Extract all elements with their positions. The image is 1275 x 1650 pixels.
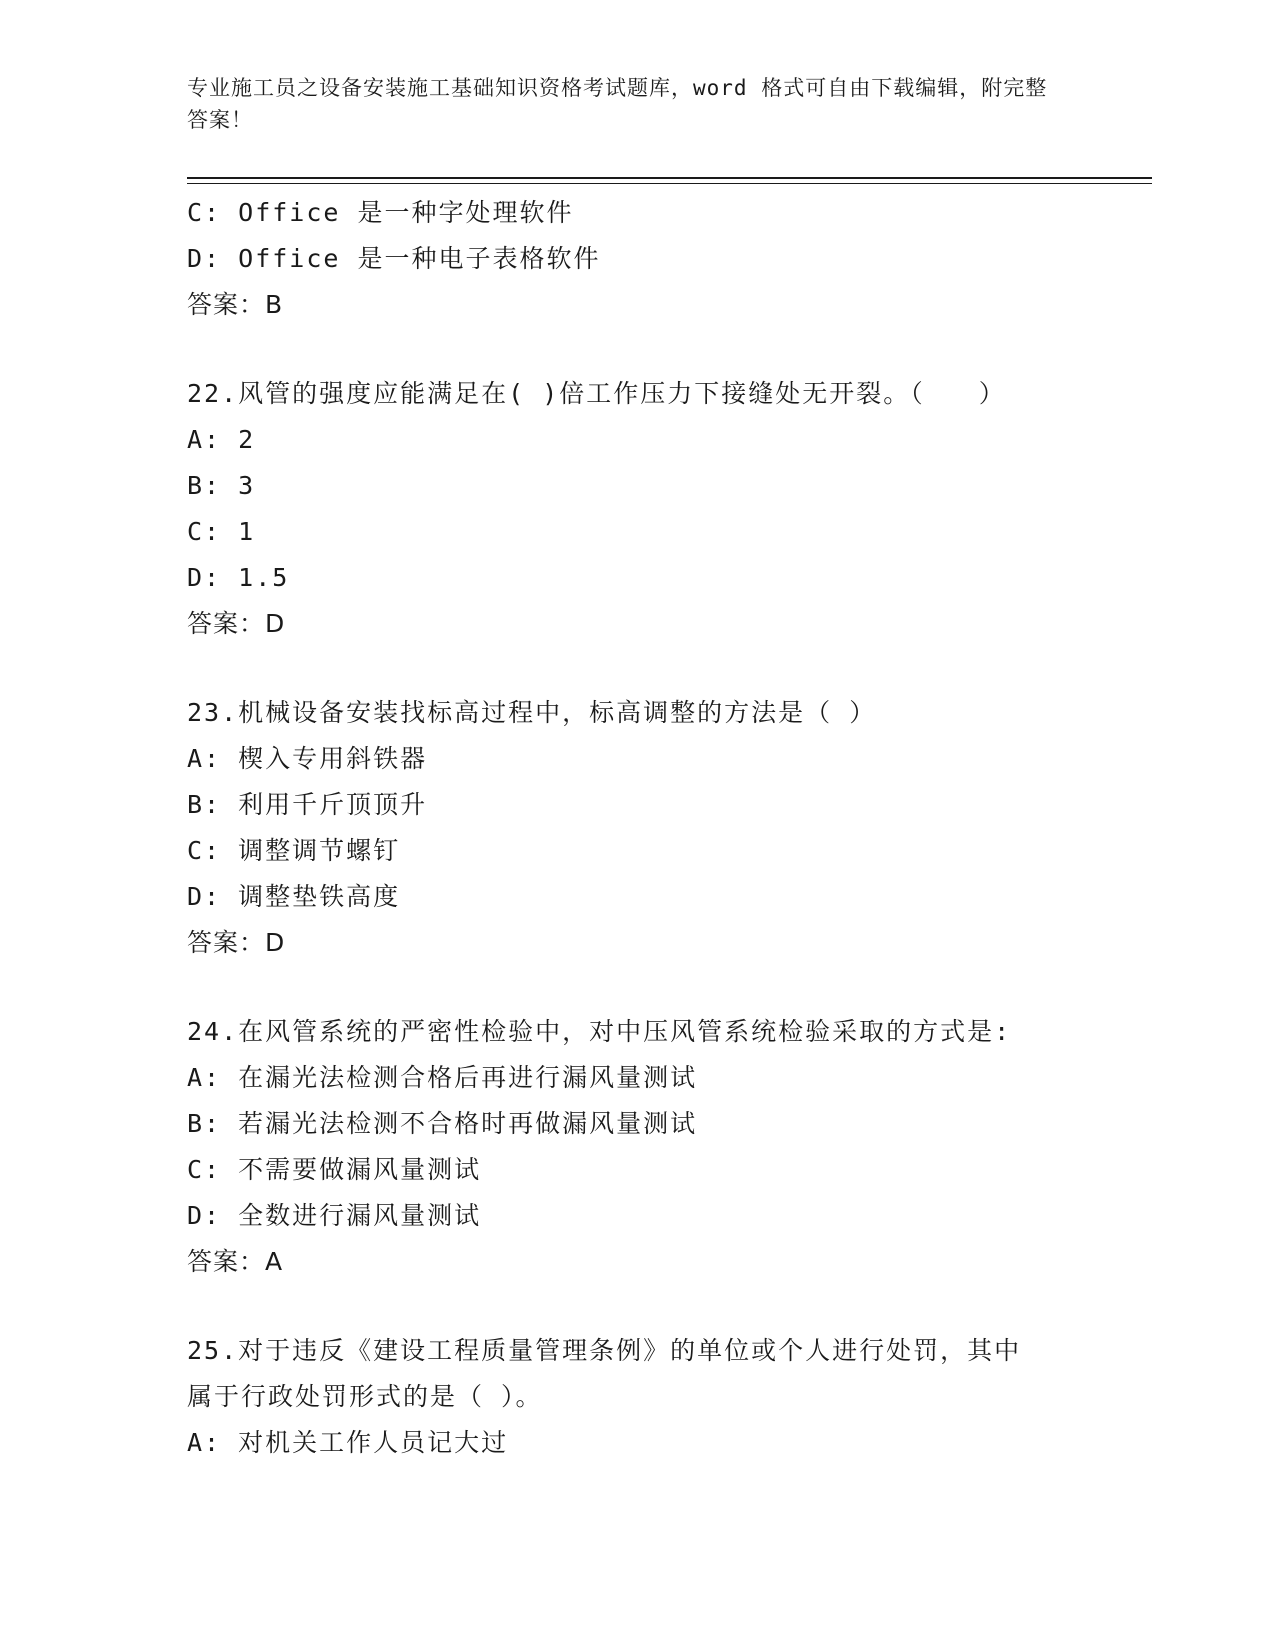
document-header: 专业施工员之设备安装施工基础知识资格考试题库，word 格式可自由下载编辑，附完整答案！ xyxy=(187,76,1048,132)
question-list xyxy=(187,190,1087,1466)
option-d: D: 1.5 xyxy=(187,563,290,592)
question-22 xyxy=(187,371,1087,647)
option-d: D: Office 是一种电子表格软件 xyxy=(187,244,601,273)
option-b: B: 利用千斤顶顶升 xyxy=(187,790,428,819)
option-c: C: 不需要做漏风量测试 xyxy=(187,1155,482,1184)
header-divider-thick xyxy=(187,177,1152,179)
option-d: D: 调整垫铁高度 xyxy=(187,882,401,911)
answer: 答案：B xyxy=(187,290,284,319)
option-a: A: 2 xyxy=(187,425,256,454)
header-divider-thin xyxy=(187,183,1152,184)
option-a: A: 楔入专用斜铁器 xyxy=(187,744,428,773)
answer: 答案：D xyxy=(187,609,286,638)
question-text-line-1: 25.对于违反《建设工程质量管理条例》的单位或个人进行处罚，其中 xyxy=(187,1336,1022,1365)
answer: 答案：A xyxy=(187,1247,284,1276)
option-a: A: 在漏光法检测合格后再进行漏风量测试 xyxy=(187,1063,698,1092)
question-23 xyxy=(187,690,1087,966)
question-text-line-2: 属于行政处罚形式的是（ ）。 xyxy=(187,1382,543,1411)
question-21-partial xyxy=(187,190,1087,328)
question-text: 23.机械设备安装找标高过程中，标高调整的方法是（ ） xyxy=(187,698,877,727)
question-25 xyxy=(187,1328,1087,1466)
answer: 答案：D xyxy=(187,928,286,957)
question-text: 22.风管的强度应能满足在( )倍工作压力下接缝处无开裂。（ ） xyxy=(187,379,1006,408)
question-text: 24.在风管系统的严密性检验中，对中压风管系统检验采取的方式是: xyxy=(187,1017,1012,1046)
option-b: B: 3 xyxy=(187,471,256,500)
option-d: D: 全数进行漏风量测试 xyxy=(187,1201,482,1230)
option-b: B: 若漏光法检测不合格时再做漏风量测试 xyxy=(187,1109,698,1138)
option-c: C: 调整调节螺钉 xyxy=(187,836,401,865)
option-c: C: 1 xyxy=(187,517,256,546)
question-24 xyxy=(187,1009,1087,1285)
option-a: A: 对机关工作人员记大过 xyxy=(187,1428,509,1457)
option-c: C: Office 是一种字处理软件 xyxy=(187,198,574,227)
